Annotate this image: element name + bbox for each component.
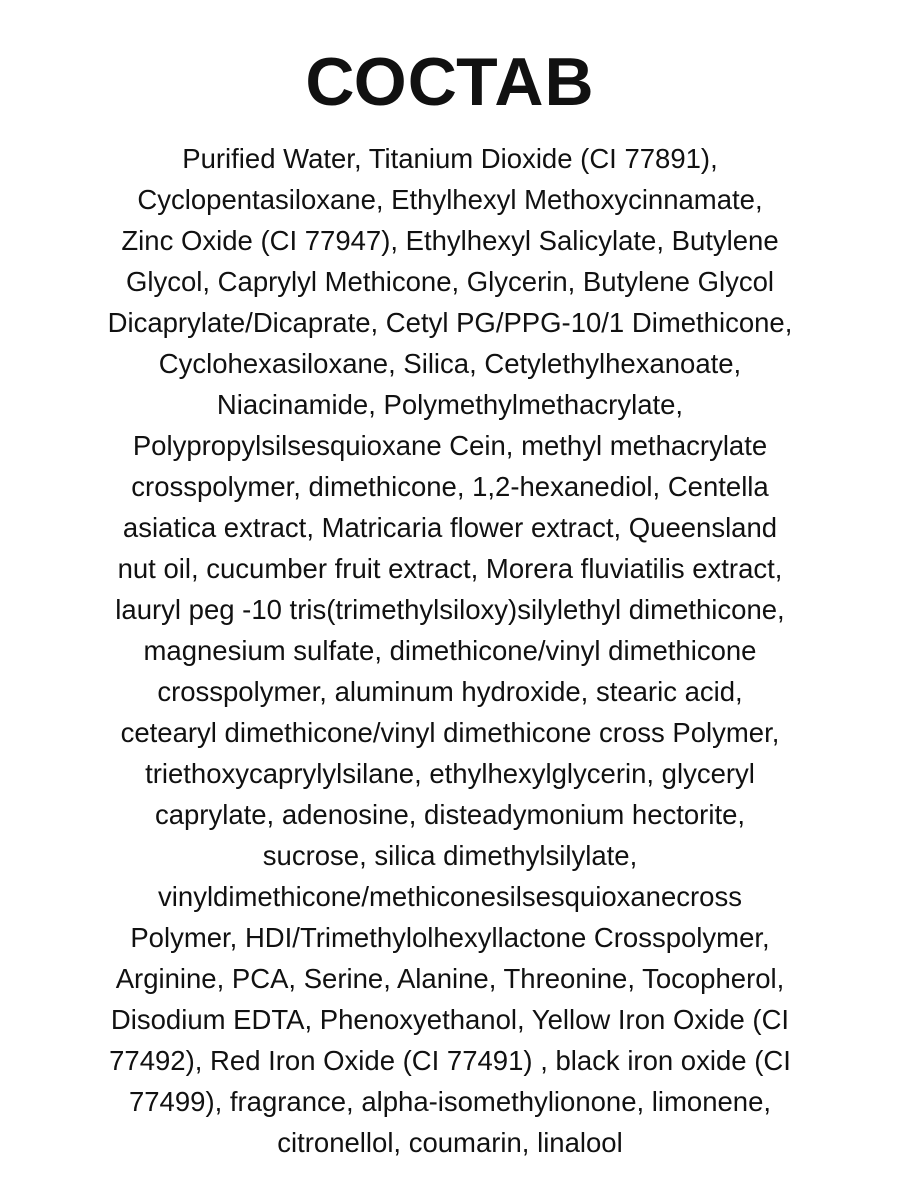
ingredients-line: crosspolymer, aluminum hydroxide, stearic acid, <box>157 676 743 707</box>
page-title: СОСТАВ <box>305 44 595 120</box>
ingredients-line: Cyclopentasiloxane, Ethylhexyl Methoxycinnamate, <box>137 184 763 215</box>
ingredients-line: sucrose, silica dimethylsilylate, <box>262 840 638 871</box>
ingredients-line: nut oil, cucumber fruit extract, Morera fluviatilis extract, <box>117 553 783 584</box>
ingredients-line: Polypropylsilsesquioxane Cein, methyl methacrylate <box>132 430 768 461</box>
ingredients-line: lauryl peg -10 tris(trimethylsiloxy)silylethyl dimethicone, <box>115 594 785 625</box>
ingredients-line: Purified Water, Titanium Dioxide (CI 77891), <box>182 143 718 174</box>
ingredients-line: magnesium sulfate, dimethicone/vinyl dimethicone <box>143 635 757 666</box>
ingredients-line: Cyclohexasiloxane, Silica, Cetylethylhexanoate, <box>158 348 742 379</box>
ingredients-line: crosspolymer, dimethicone, 1,2-hexanediol, Centella <box>131 471 769 502</box>
ingredients-list <box>20 138 880 1163</box>
ingredients-line: caprylate, adenosine, disteadymonium hectorite, <box>154 799 746 830</box>
ingredients-line: Zinc Oxide (CI 77947), Ethylhexyl Salicylate, Butylene <box>121 225 779 256</box>
ingredients-line: Dicaprylate/Dicaprate, Cetyl PG/PPG-10/1 Dimethicone, <box>107 307 793 338</box>
ingredients-line: Arginine, PCA, Serine, Alanine, Threonine, Tocopherol, <box>115 963 785 994</box>
ingredients-line: cetearyl dimethicone/vinyl dimethicone cross Polymer, <box>120 717 780 748</box>
ingredients-line: Disodium EDTA, Phenoxyethanol, Yellow Iron Oxide (CI <box>110 1004 790 1035</box>
ingredients-line: triethoxycaprylylsilane, ethylhexylglycerin, glyceryl <box>145 758 755 789</box>
ingredients-line: Polymer, HDI/Trimethylolhexyllactone Crosspolymer, <box>130 922 770 953</box>
ingredients-line: citronellol, coumarin, linalool <box>277 1127 623 1158</box>
ingredients-line: 77492), Red Iron Oxide (CI 77491) , black iron oxide (CI <box>109 1045 791 1076</box>
ingredients-line: 77499), fragrance, alpha-isomethylionone, limonene, <box>128 1086 772 1117</box>
ingredients-line: Niacinamide, Polymethylmethacrylate, <box>216 389 684 420</box>
ingredients-line: asiatica extract, Matricaria flower extract, Queensland <box>122 512 778 543</box>
ingredients-line: Glycol, Caprylyl Methicone, Glycerin, Butylene Glycol <box>125 266 774 297</box>
ingredients-line: vinyldimethicone/methiconesilsesquioxanecross <box>158 881 742 912</box>
